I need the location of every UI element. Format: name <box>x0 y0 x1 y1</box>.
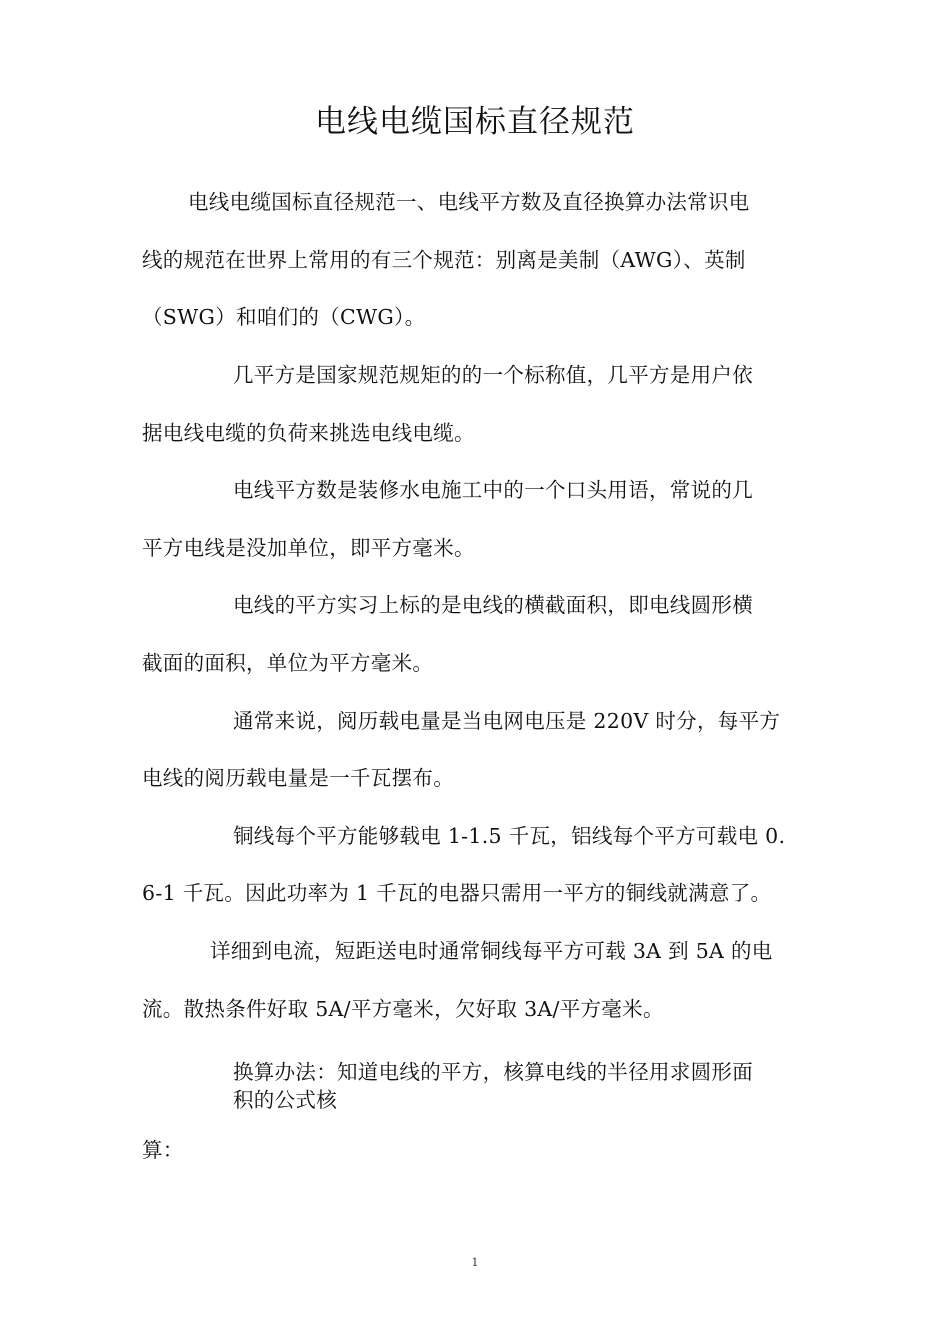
page-number: 1 <box>471 1256 479 1269</box>
document-title: 电线电缆国标直径规范 <box>315 104 635 140</box>
paragraph-line: 电线电缆国标直径规范一、电线平方数及直径换算办法常识电 <box>188 190 750 214</box>
paragraph-line: 据电线电缆的负荷来挑选电线电缆。 <box>142 421 475 445</box>
paragraph-line: （SWG）和咱们的（CWG）。 <box>142 305 426 329</box>
paragraph-line: 通常来说，阅历载电量是当电网电压是 220V 时分，每平方 <box>233 709 781 733</box>
paragraph-line: 铜线每个平方能够载电 1-1.5 千瓦，铝线每个平方可载电 0. <box>233 824 786 848</box>
paragraph-line: 6-1 千瓦。因此功率为 1 千瓦的电器只需用一平方的铜线就满意了。 <box>142 881 772 905</box>
paragraph-line: 算： <box>142 1138 184 1162</box>
paragraph-line: 流。散热条件好取 5A/平方毫米，欠好取 3A/平方毫米。 <box>142 997 664 1021</box>
paragraph-line: 平方电线是没加单位，即平方毫米。 <box>142 536 475 560</box>
paragraph-line: 积的公式核 <box>233 1088 337 1112</box>
paragraph-line: 换算办法：知道电线的平方，核算电线的半径用求圆形面 <box>233 1060 753 1084</box>
paragraph-line: 详细到电流，短距送电时通常铜线每平方可载 3A 到 5A 的电 <box>210 939 773 963</box>
paragraph-line: 电线的阅历载电量是一千瓦摆布。 <box>142 766 454 790</box>
paragraph-line: 几平方是国家规范规矩的的一个标称值，几平方是用户依 <box>233 363 753 387</box>
paragraph-line: 截面的面积，单位为平方毫米。 <box>142 651 434 675</box>
paragraph-line: 电线平方数是装修水电施工中的一个口头用语，常说的几 <box>233 478 753 502</box>
paragraph-line: 电线的平方实习上标的是电线的横截面积，即电线圆形横 <box>233 593 753 617</box>
paragraph-line: 线的规范在世界上常用的有三个规范：别离是美制（AWG）、英制 <box>142 248 746 272</box>
